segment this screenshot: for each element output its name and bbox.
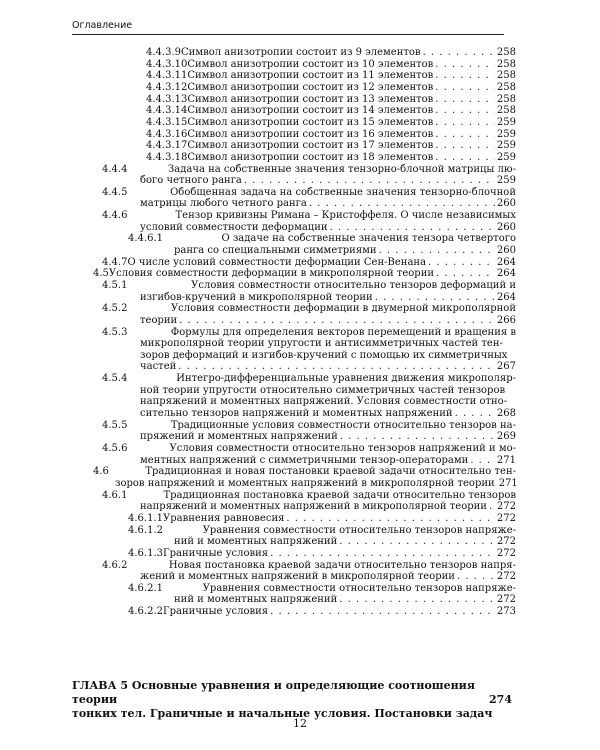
toc-section-number: 4.4.3.17 <box>146 140 188 152</box>
toc-page-number: 260 <box>496 198 516 210</box>
chapter-5-entry[interactable] <box>72 679 512 721</box>
toc-entry[interactable] <box>102 187 516 210</box>
toc-page-number: 267 <box>496 361 516 373</box>
toc-page-number: 266 <box>496 314 516 326</box>
toc-page-number: 264 <box>496 268 516 280</box>
toc-entry-title: О числе условий совместности деформации Сен-Венана <box>127 256 427 268</box>
toc-page-number: 272 <box>496 547 516 559</box>
toc-entry-title: Символ анизотропии состоит из 9 элементов <box>181 47 421 58</box>
dot-leader <box>309 198 495 210</box>
toc-entry-title: Тензор кривизны Римана – Кристоффеля. О числе независимых <box>175 210 516 222</box>
toc-entry[interactable] <box>128 513 516 525</box>
toc-section-number: 4.4.6.1 <box>128 233 163 245</box>
toc-entry-title: Обобщенная задача на собственные значения тензорно-блочной <box>170 186 516 198</box>
toc-entry-title: теории <box>140 314 178 326</box>
toc-section-number: 4.4.6 <box>102 210 128 222</box>
toc-entry[interactable] <box>102 327 516 373</box>
toc-page-number: 259 <box>496 116 516 128</box>
toc-section-number: 4.4.3.10 <box>146 58 188 70</box>
toc-entry-title: Символ анизотропии состоит из 11 элементов <box>187 70 434 82</box>
toc-entry-title: Новая постановка краевой задачи относительно тензоров напря- <box>168 559 516 571</box>
toc-entry[interactable] <box>102 443 516 466</box>
toc-entry[interactable] <box>146 82 516 94</box>
toc-entry-title: пряжений и моментных напряжений <box>140 431 338 443</box>
dot-leader <box>435 70 495 82</box>
toc-entry-title: ментных напряжений с симметричными тензор-операторами <box>140 454 469 466</box>
toc-page-number: 269 <box>496 431 516 443</box>
toc-entry-title: Условия совместности относительно тензоров напряжений и мо- <box>169 443 516 455</box>
toc-page-number: 259 <box>496 128 516 140</box>
toc-section-number: 4.5.1 <box>102 280 128 291</box>
toc-page-number: 258 <box>496 70 516 82</box>
toc-entry-title: частей <box>140 361 177 373</box>
chapter-title-line-2: тонких тел. Граничные и начальные условия. Постановки задач <box>72 707 493 720</box>
toc-entry[interactable] <box>93 268 516 280</box>
toc-entry[interactable] <box>146 47 516 59</box>
toc-section-number: 4.6.2.2 <box>128 606 163 618</box>
toc-section-number: 4.4.3.9 <box>146 47 181 58</box>
toc-entry-title: Символ анизотропии состоит из 12 элементов <box>187 81 434 93</box>
toc-entry-title: напряжений и моментных напряжений в микрополярной теории <box>140 501 487 513</box>
dot-leader <box>435 82 495 94</box>
toc-entry[interactable] <box>102 164 516 187</box>
toc-entry-title: Уравнения совместности относительно тензоров напряже- <box>202 524 516 536</box>
dot-leader <box>455 408 495 420</box>
chapter-title-line-1: ГЛАВА 5 Основные уравнения и определяющие соотношения теории <box>72 679 475 706</box>
toc-entry-title: Условия совместности деформации в микрополярной теории <box>108 268 435 280</box>
toc-page-number: 272 <box>496 571 516 583</box>
toc-entry-title: Условия совместности относительно тензоров деформаций и <box>191 280 516 291</box>
toc-section-number: 4.5 <box>93 268 109 280</box>
toc-entry[interactable] <box>102 257 516 269</box>
toc-section-number: 4.4.3.11 <box>146 70 188 82</box>
toc-entry[interactable] <box>146 117 516 129</box>
dot-leader <box>286 513 494 525</box>
toc-entry-title: Традиционная постановка краевой задачи относительно тензоров <box>163 489 516 501</box>
toc-section-number: 4.4.3.14 <box>146 105 188 117</box>
toc-entry-title: Задача на собственные значения тензорно-блочной матрицы лю- <box>168 163 516 175</box>
toc-section-number: 4.6.1.2 <box>128 524 163 536</box>
toc-section-number: 4.5.3 <box>102 326 128 338</box>
toc-entry-title: Символ анизотропии состоит из 14 элементов <box>187 105 434 117</box>
toc-entry-title: Символ анизотропии состоит из 10 элементов <box>187 58 434 70</box>
toc-page-number: 271 <box>496 454 516 466</box>
toc-entry[interactable] <box>102 373 516 419</box>
toc-entry-title: ний и моментных напряжений <box>174 594 338 606</box>
toc-entry-title: Традиционные условия совместности относительно тензоров на- <box>170 419 516 431</box>
toc-section-number: 4.5.6 <box>102 443 128 455</box>
dot-leader <box>435 105 495 117</box>
toc-entry-title: Символ анизотропии состоит из 16 элементов <box>187 128 434 140</box>
toc-entry-title: Символ анизотропии состоит из 15 элементов <box>187 116 434 128</box>
toc-entry[interactable] <box>128 525 516 548</box>
dot-leader <box>244 175 495 187</box>
toc-page-number: 264 <box>496 256 516 268</box>
toc-section-number: 4.5.4 <box>102 373 128 385</box>
toc-entry[interactable] <box>146 105 516 117</box>
toc-page-number: 260 <box>496 244 516 256</box>
dot-leader <box>375 292 495 304</box>
dot-leader <box>339 594 495 606</box>
toc-entry[interactable] <box>128 606 516 618</box>
dot-leader <box>435 129 495 141</box>
toc-section-number: 4.4.3.16 <box>146 128 188 140</box>
toc-page-number: 272 <box>496 594 516 606</box>
toc-entry-title: изгибов-кручений в микрополярной теории <box>140 291 373 303</box>
toc-section-number: 4.6 <box>93 466 109 478</box>
toc-page-number: 273 <box>496 606 516 618</box>
dot-leader <box>435 152 495 164</box>
toc-section-number: 4.5.2 <box>102 303 128 315</box>
toc-section-number: 4.5.5 <box>102 419 128 431</box>
toc-entry-title: напряжений и моментных напряжений. Условия совместности отно- <box>140 396 508 408</box>
toc-entry-title: Уравнения совместности относительно тензоров напряже- <box>202 582 516 594</box>
toc-entry-title: зоров деформаций и изгибов-кручений с помощью их симметричных <box>140 349 508 361</box>
toc-entry[interactable] <box>93 466 516 489</box>
dot-leader <box>435 117 495 129</box>
dot-leader <box>339 536 495 548</box>
toc-entry-title: сительно тензоров напряжений и моментных напряжений <box>140 407 453 419</box>
toc-section-number: 4.6.1 <box>102 489 128 501</box>
toc-page-number: 272 <box>496 536 516 548</box>
toc-entry-title: условий совместности деформации <box>140 221 328 233</box>
toc-entry[interactable] <box>102 280 516 303</box>
toc-page-number: 260 <box>496 221 516 233</box>
dot-leader <box>178 361 495 373</box>
toc-entry-title: Символ анизотропии состоит из 17 элементов <box>187 140 434 152</box>
toc-entry[interactable] <box>146 152 516 164</box>
toc-entry-title: Символ анизотропии состоит из 18 элементов <box>187 151 434 163</box>
toc-entry-title: Формулы для определения векторов перемещений и вращения в <box>170 326 516 338</box>
toc-entry[interactable] <box>146 94 516 106</box>
toc-entry-title: Условия совместности деформации в двумерной микрополярной <box>170 303 516 315</box>
dot-leader <box>379 245 495 257</box>
dot-leader <box>436 268 495 280</box>
toc-page-number: 268 <box>496 407 516 419</box>
toc-entry[interactable] <box>146 70 516 82</box>
running-header: Оглавление <box>72 20 504 35</box>
toc-entry-title: бого четного ранга <box>140 175 242 187</box>
toc-section-number: 4.4.3.18 <box>146 151 188 163</box>
toc-entry-title: микрополярной теории упругости и антисимметричных частей тен- <box>140 338 503 350</box>
toc-entry[interactable] <box>102 303 516 326</box>
toc-entry-title: Интегро-дифференциальные уравнения движения микрополяр- <box>176 373 516 385</box>
toc-entry-title: матрицы любого четного ранга <box>140 198 307 210</box>
toc-section-number: 4.4.4 <box>102 163 128 175</box>
toc-entry-title: ной теории упругости относительно симметричных частей тензоров <box>140 384 506 396</box>
toc-page-number: 258 <box>496 81 516 93</box>
toc-section-number: 4.6.1.3 <box>128 547 163 559</box>
toc-entry[interactable] <box>128 583 516 606</box>
page-number: 12 <box>293 717 307 730</box>
toc-entry[interactable] <box>146 129 516 141</box>
dot-leader <box>330 222 495 234</box>
dot-leader <box>179 315 495 327</box>
toc-section-number: 4.6.1.1 <box>128 513 163 524</box>
toc-entry[interactable] <box>146 59 516 71</box>
toc-entry[interactable] <box>102 210 516 233</box>
toc-section-number: 4.4.3.12 <box>146 81 188 93</box>
toc-entry-title: ний и моментных напряжений <box>174 536 338 548</box>
toc-page-number: 259 <box>496 151 516 163</box>
toc-entry-title: Символ анизотропии состоит из 13 элементов <box>187 93 434 105</box>
toc-entry-title: Уравнения равновесия <box>163 513 285 524</box>
toc-page-number: 259 <box>496 140 516 152</box>
toc-entry[interactable] <box>102 420 516 443</box>
toc-entry-title: О задаче на собственные значения тензора четвертого <box>221 233 516 245</box>
toc-page-number: 272 <box>496 513 516 524</box>
toc-entry-title: ранга со специальными симметриями <box>174 244 377 256</box>
dot-leader <box>270 548 495 560</box>
dot-leader <box>457 571 495 583</box>
toc-entry[interactable] <box>146 140 516 152</box>
toc-section-number: 4.4.3.13 <box>146 93 188 105</box>
toc-section-number: 4.4.5 <box>102 186 128 198</box>
toc-entry-title: зоров напряжений и моментных напряжений в микрополярной теории <box>115 477 495 489</box>
toc-entry[interactable] <box>128 233 516 256</box>
toc-page-number: 258 <box>496 47 516 58</box>
dot-leader <box>470 455 495 467</box>
toc-entry-title: жений и моментных напряжений в микрополярной теории <box>140 571 455 583</box>
dot-leader <box>423 47 495 59</box>
dot-leader <box>270 606 495 618</box>
toc-page-number: 264 <box>496 291 516 303</box>
dot-leader <box>340 431 495 443</box>
dot-leader <box>435 140 495 152</box>
toc-entry[interactable] <box>128 548 516 560</box>
toc-entry-title: Традиционная и новая постановки краевой задачи относительно тен- <box>145 466 516 478</box>
toc-entry-title: Граничные условия <box>163 606 269 618</box>
toc-section-number: 4.6.2 <box>102 559 128 571</box>
toc-entry[interactable] <box>102 490 516 513</box>
dot-leader <box>428 257 495 269</box>
toc-section-number: 4.6.2.1 <box>128 582 163 594</box>
toc-entry[interactable] <box>102 560 516 583</box>
toc-section-number: 4.4.7 <box>102 256 128 268</box>
toc-page-number: 258 <box>496 58 516 70</box>
toc-page-number: 258 <box>496 105 516 117</box>
toc-section-number: 4.4.3.15 <box>146 116 188 128</box>
dot-leader <box>435 59 495 71</box>
toc-entry-title: Граничные условия <box>163 547 269 559</box>
toc-page-number: 258 <box>496 93 516 105</box>
dot-leader <box>435 94 495 106</box>
toc-page-number: 271 <box>498 477 518 489</box>
dot-leader <box>489 501 495 513</box>
chapter-page-number: 274 <box>489 693 512 706</box>
toc-page-number: 259 <box>496 175 516 187</box>
toc-page-number: 272 <box>496 501 516 513</box>
